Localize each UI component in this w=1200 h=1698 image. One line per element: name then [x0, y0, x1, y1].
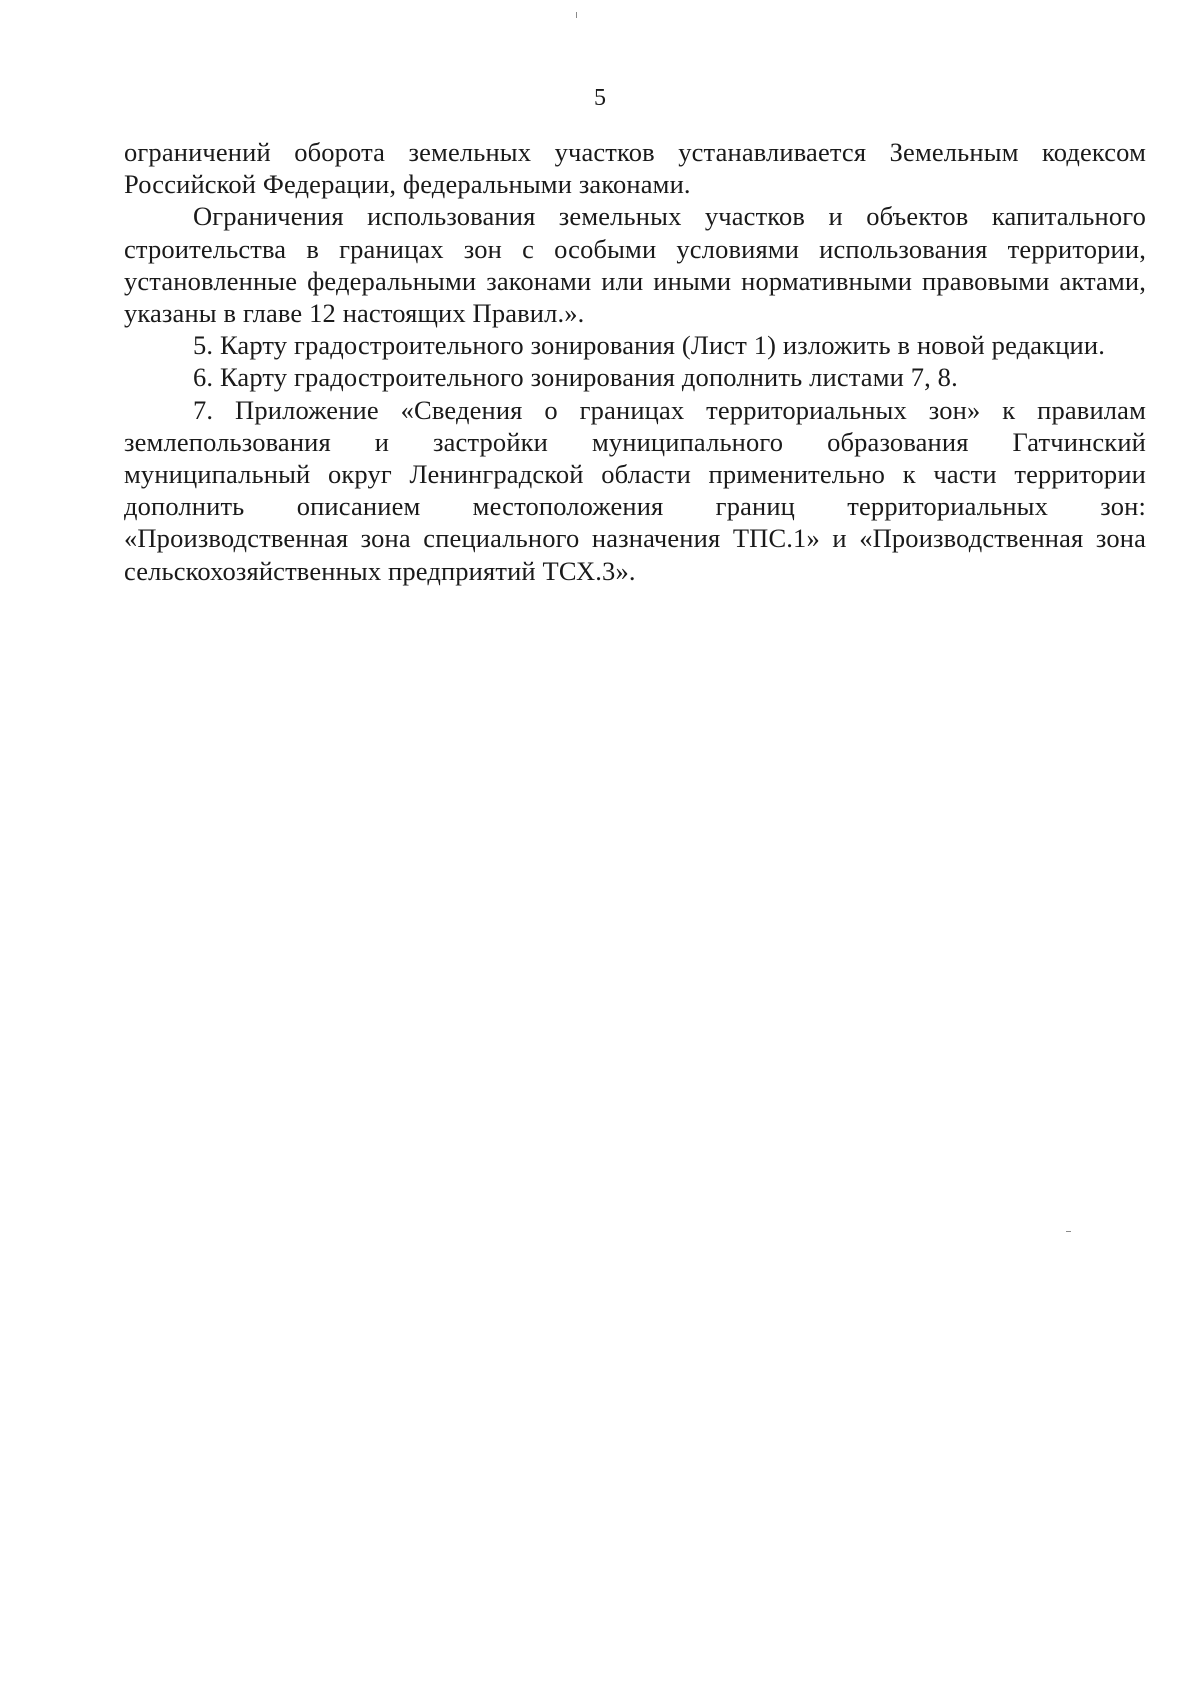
page-number: 5 — [594, 85, 606, 111]
paragraph-continuation: ограничений оборота земельных участков устанавливается Земельным кодексом Российской Федерации, федеральными законами. — [124, 137, 1146, 200]
list-item-5: 5. Карту градостроительного зонирования (Лист 1) изложить в новой редакции. — [193, 330, 1105, 361]
document-body — [124, 136, 1146, 587]
paragraph-restrictions: Ограничения использования земельных участков и объектов капитального строительства в границах зон с особыми условиями использования территории, установленные федеральными законами или иными нормативными правовыми актами, указаны в главе 12 настоящих Правил.». — [124, 201, 1146, 329]
scan-speck — [576, 12, 577, 18]
list-item-6: 6. Карту градостроительного зонирования дополнить листами 7, 8. — [193, 362, 958, 393]
list-item-7: 7. Приложение «Сведения о границах территориальных зон» к правилам землепользования и застройки муниципального образования Гатчинский муниципальный округ Ленинградской области применительно к части территории дополнить описанием местоположения границ территориальных зон: «Производственная зона специального назначения ТПС.1» и «Производственная зона сельскохозяйственных предприятий ТСХ.3». — [124, 394, 1146, 586]
scan-speck — [1066, 1231, 1071, 1232]
